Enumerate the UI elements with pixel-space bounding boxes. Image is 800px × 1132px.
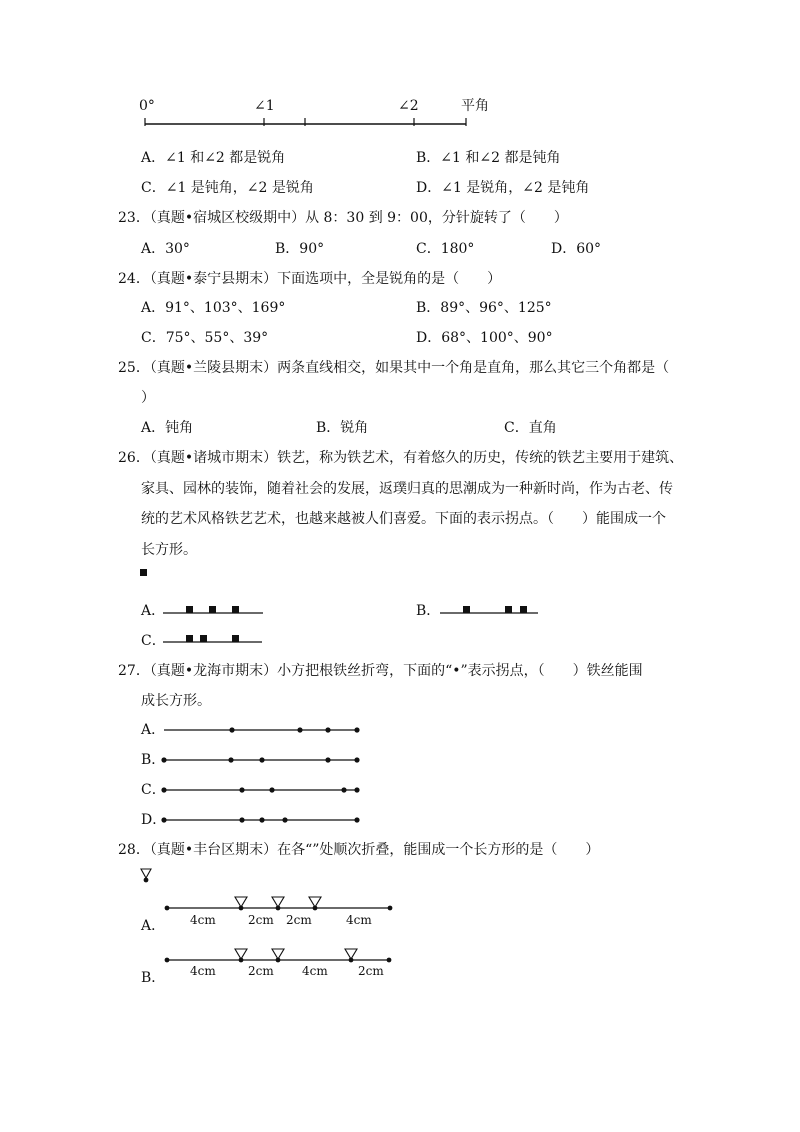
- q27-option-b[interactable]: B．: [141, 752, 166, 768]
- endpoint-dot-icon: [165, 906, 170, 911]
- q28-option-a[interactable]: A．: [141, 918, 166, 934]
- fold-marker-icon: [235, 949, 247, 959]
- q28-b-segment-label: 2cm: [248, 964, 274, 978]
- q23-stem: 23．（真题•宿城区校级期中）从 8：30 到 9：00，分针旋转了（ ）: [118, 210, 568, 226]
- q22-option-a[interactable]: A．∠1 和∠2 都是锐角: [141, 150, 286, 166]
- q28-a-segment-label: 2cm: [286, 913, 312, 927]
- ruler-label-zero: 0°: [139, 98, 155, 114]
- q28-stem: 28．（真题•丰台区期末）在各“”处顺次折叠，能围成一个长方形的是（ ）: [118, 842, 600, 858]
- q23-option-d[interactable]: D．60°: [551, 241, 602, 257]
- q25-stem-line2: ）: [141, 390, 155, 406]
- fold-point-icon: [239, 906, 244, 911]
- endpoint-dot-icon: [388, 906, 393, 911]
- q23-option-c[interactable]: C．180°: [416, 241, 475, 257]
- q24-option-c[interactable]: C．75°、55°、39°: [141, 330, 269, 346]
- q22-option-d[interactable]: D．∠1 是锐角，∠2 是钝角: [416, 180, 590, 196]
- q24-option-a[interactable]: A．91°、103°、169°: [141, 300, 286, 316]
- q27-stem-line2: 成长方形。: [141, 693, 211, 709]
- fold-point-icon: [313, 906, 318, 911]
- q22-option-c[interactable]: C．∠1 是钝角，∠2 是锐角: [141, 180, 314, 196]
- q28-a-segment-label: 2cm: [248, 913, 274, 927]
- fold-point-icon: [276, 958, 281, 963]
- fold-marker-icon: [345, 949, 357, 959]
- ruler-label-angle1: ∠1: [254, 98, 275, 114]
- fold-point-icon: [349, 958, 354, 963]
- q26-stem-line1: 26．（真题•诸城市期末）铁艺，称为铁艺术，有着悠久的历史，传统的铁艺主要用于建筑、: [118, 450, 684, 466]
- fold-point-icon: [144, 878, 149, 883]
- q27-option-a[interactable]: A．: [141, 722, 166, 738]
- q24-stem: 24．（真题•泰宁县期末）下面选项中，全是锐角的是（ ）: [118, 271, 502, 287]
- q28-b-segment-label: 4cm: [302, 964, 328, 978]
- q26-stem-line4: 长方形。: [141, 542, 197, 558]
- q27-option-d[interactable]: D．: [141, 812, 167, 828]
- fold-marker-icon: [309, 897, 321, 907]
- q25-option-c[interactable]: C．直角: [504, 420, 557, 436]
- q28-a-segment-label: 4cm: [190, 913, 216, 927]
- q28-a-segment-label: 4cm: [346, 913, 372, 927]
- ruler-label-angle2: ∠2: [398, 98, 419, 114]
- q26-stem-line2: 家具、园林的装饰，随着社会的发展，返璞归真的思潮成为一种新时尚，作为古老、传: [141, 481, 673, 497]
- q28-b-segment-label: 2cm: [358, 964, 384, 978]
- q25-stem-line1: 25．（真题•兰陵县期末）两条直线相交，如果其中一个角是直角，那么其它三个角都是（: [118, 360, 670, 376]
- q22-option-b[interactable]: B．∠1 和∠2 都是钝角: [416, 150, 561, 166]
- q25-option-b[interactable]: B．锐角: [316, 420, 369, 436]
- fold-marker-legend-icon: [141, 869, 151, 878]
- ruler-label-straight-angle: 平角: [461, 98, 489, 114]
- q23-option-b[interactable]: B．90°: [275, 241, 325, 257]
- q26-stem-line3: 统的艺术风格铁艺艺术，也越来越被人们喜爱。下面的表示拐点。（ ）能围成一个: [141, 511, 666, 527]
- fold-marker-icon: [272, 949, 284, 959]
- fold-point-icon: [276, 906, 281, 911]
- fold-marker-icon: [272, 897, 284, 907]
- q27-option-c[interactable]: C．: [141, 782, 166, 798]
- q24-option-d[interactable]: D．68°、100°、90°: [416, 330, 553, 346]
- q28-option-b[interactable]: B．: [141, 970, 166, 986]
- q24-option-b[interactable]: B．89°、96°、125°: [416, 300, 552, 316]
- q27-stem-line1: 27．（真题•龙海市期末）小方把根铁丝折弯，下面的“•”表示拐点，（ ）铁丝能围: [118, 663, 643, 679]
- q26-option-a[interactable]: A．: [141, 603, 166, 619]
- q28-b-segment-label: 4cm: [190, 964, 216, 978]
- q23-option-a[interactable]: A．30°: [141, 241, 190, 257]
- q26-option-b[interactable]: B．: [416, 603, 441, 619]
- q25-option-a[interactable]: A．钝角: [141, 420, 194, 436]
- q26-option-c[interactable]: C．: [141, 633, 166, 649]
- fold-point-icon: [239, 958, 244, 963]
- fold-marker-icon: [235, 897, 247, 907]
- endpoint-dot-icon: [387, 958, 392, 963]
- endpoint-dot-icon: [165, 958, 170, 963]
